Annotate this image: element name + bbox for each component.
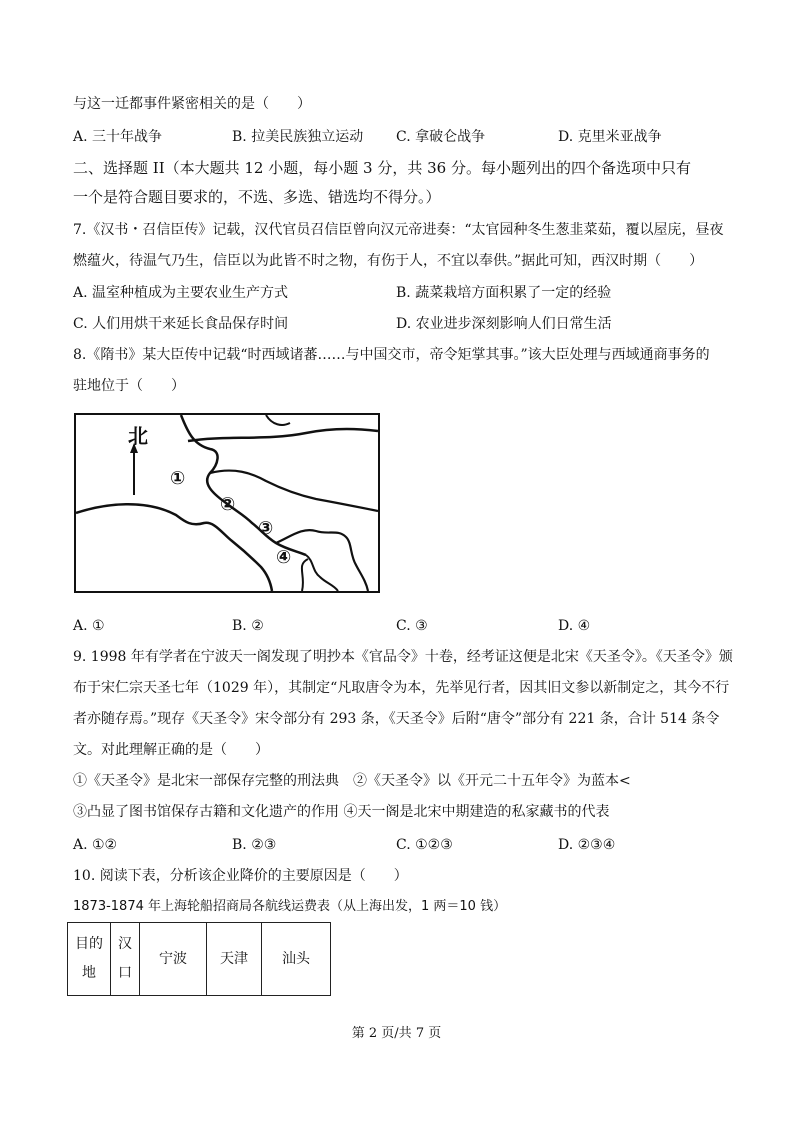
q8-option-b: B. ②: [232, 618, 264, 634]
q7-stem-line1: 7.《汉书・召信臣传》记载，汉代官员召信臣曾向汉元帝进奏：“太官园种冬生葱韭菜茹，覆以屋庑，昼夜: [73, 222, 724, 238]
q8-stem-line1: 8.《隋书》某大臣传中记载“时西域诸蕃……与中国交市，帝令矩掌其事。”该大臣处理与西域通商事务的: [73, 347, 710, 363]
map-marker-2: ②: [220, 494, 236, 515]
header-text: 地: [82, 965, 96, 981]
q9-stem-line4: 文。对此理解正确的是（ ）: [73, 742, 269, 758]
q9-option-d: D. ②③④: [558, 837, 616, 853]
header-text: 口: [118, 965, 132, 981]
q9-option-b: B. ②③: [232, 837, 277, 853]
table-header-shantou: 汕头: [262, 923, 331, 996]
q8-option-a: A. ①: [73, 618, 105, 634]
map-marker-3: ③: [258, 518, 274, 539]
q9-statements-line1: ①《天圣令》是北宋一部保存完整的刑法典 ②《天圣令》以《开元二十五年令》为蓝本<: [73, 773, 631, 789]
map-marker-4: ④: [276, 547, 292, 568]
q6-option-d: D. 克里米亚战争: [558, 129, 662, 145]
table-header-hankou: [111, 923, 140, 996]
q7-stem-line2: 燃蕴火，待温气乃生，信臣以为此皆不时之物，有伤于人，不宜以奉供。”据此可知，西汉时期（ ）: [73, 253, 704, 269]
table-row: [68, 923, 331, 996]
q8-map: [74, 413, 380, 593]
section-header-line1: 二、选择题 II（本大题共 12 小题，每小题 3 分，共 36 分。每小题列出的四个备选项中只有: [73, 159, 691, 177]
q6-option-b: B. 拉美民族独立运动: [232, 129, 364, 145]
header-text: 汉: [118, 936, 132, 952]
q7-option-d: D. 农业进步深刻影响人们日常生活: [396, 316, 612, 332]
q7-option-a: A. 温室种植成为主要农业生产方式: [73, 285, 289, 301]
freight-table: [67, 922, 331, 996]
q9-statements-line2: ③凸显了图书馆保存古籍和文化遗产的作用 ④天一阁是北宋中期建造的私家藏书的代表: [73, 804, 610, 820]
page-footer: 第 2 页/共 7 页: [351, 1026, 442, 1041]
table-header-destination: [68, 923, 111, 996]
q9-stem-line3: 者亦随存焉。”现存《天圣令》宋令部分有 293 条，《天圣令》后附“唐令”部分有 221 条，合计 514 条令: [73, 711, 720, 727]
table-header-ningbo: 宁波: [140, 923, 207, 996]
q6-option-c: C. 拿破仑战争: [396, 129, 486, 145]
q9-stem-line2: 布于宋仁宗天圣七年（1029 年），其制定“凡取唐令为本，先举见行者，因其旧文参以新制定之，其今不行: [73, 680, 730, 696]
table-caption: 1873-1874 年上海轮船招商局各航线运费表（从上海出发，1 两＝10 钱）: [73, 899, 507, 914]
q6-stem-tail: 与这一迁都事件紧密相关的是（ ）: [73, 96, 311, 112]
q7-option-b: B. 蔬菜栽培方面积累了一定的经验: [396, 285, 612, 301]
q9-option-a: A. ①②: [73, 837, 118, 853]
q9-stem-line1: 9. 1998 年有学者在宁波天一阁发现了明抄本《官品令》十卷，经考证这便是北宋《天圣令》。《天圣令》颁: [73, 649, 733, 665]
q8-stem-line2: 驻地位于（ ）: [73, 378, 185, 394]
q6-option-a: A. 三十年战争: [73, 129, 163, 145]
q8-option-d: D. ④: [558, 618, 591, 634]
table-header-tianjin: 天津: [207, 923, 262, 996]
q8-option-c: C. ③: [396, 618, 428, 634]
header-text: 目的: [75, 936, 103, 952]
q7-option-c: C. 人们用烘干来延长食品保存时间: [73, 316, 289, 332]
section-header-line2: 一个是符合题目要求的，不选、多选、错选均不得分。）: [73, 188, 441, 206]
north-label: 北: [128, 424, 148, 448]
q10-stem: 10. 阅读下表，分析该企业降价的主要原因是（ ）: [73, 868, 408, 884]
map-marker-1: ①: [170, 468, 186, 489]
q9-option-c: C. ①②③: [396, 837, 453, 853]
